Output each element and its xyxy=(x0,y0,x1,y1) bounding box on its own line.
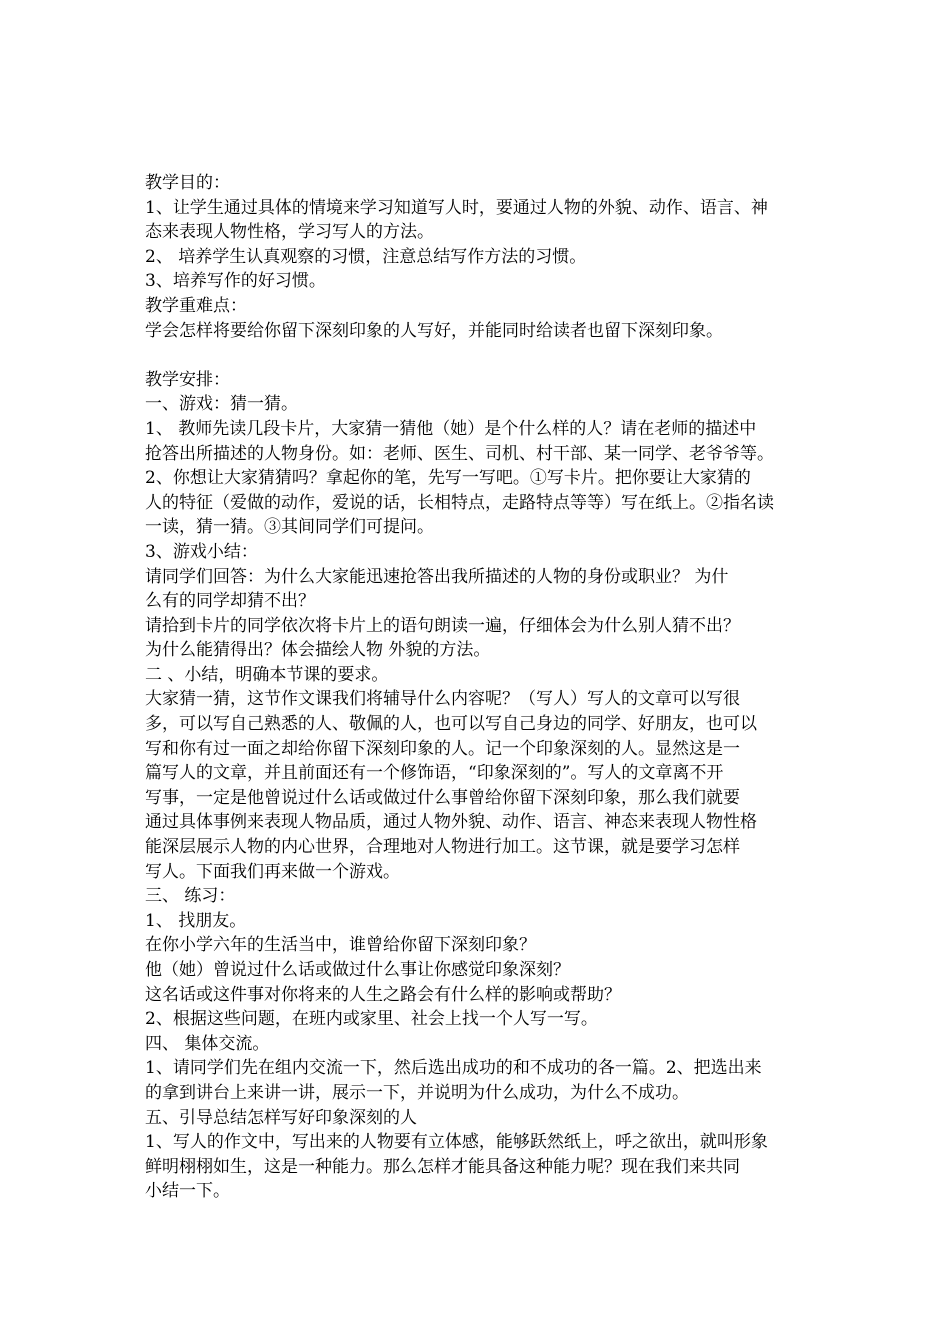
text-line: 小结一下。 xyxy=(145,1181,230,1202)
text-line: 2、根据这些问题，在班内或家里、社会上找一个人写一写。 xyxy=(145,1009,598,1030)
section-heading-2: 二 、小结，明确本节课的要求。 xyxy=(145,664,389,685)
heading-teaching-goals: 教学目的： xyxy=(145,173,230,193)
text-line: 一读，猜一猜。③其间同学们可提问。 xyxy=(145,517,434,538)
text-line: 人的特征（爱做的动作，爱说的话，长相特点，走路特点等等）写在纸上。②指名读 xyxy=(145,492,774,513)
text-line: 请拾到卡片的同学依次将卡片上的语句朗读一遍，仔细体会为什么别人猜不出？ xyxy=(145,615,740,636)
section-heading-4: 四、 集体交流。 xyxy=(145,1033,270,1054)
section-heading-1: 一、游戏：猜一猜。 xyxy=(145,394,298,415)
text-line: 请同学们回答：为什么大家能迅速抢答出我所描述的人物的身份或职业？ 为什 xyxy=(145,566,729,587)
text-line: 1、请同学们先在组内交流一下，然后选出成功的和不成功的各一篇。2、把选出来 xyxy=(145,1058,762,1079)
text-line: 的拿到讲台上来讲一讲，展示一下，并说明为什么成功，为什么不成功。 xyxy=(145,1082,689,1103)
text-line: 2、你想让大家猜猜吗？拿起你的笔，先写一写吧。①写卡片。把你要让大家猜的 xyxy=(145,468,751,489)
blank-line xyxy=(145,343,815,368)
section-heading-5: 五、引导总结怎样写好印象深刻的人 xyxy=(145,1107,417,1128)
document-body xyxy=(145,171,815,1204)
text-line: 写和你有过一面之却给你留下深刻印象的人。记一个印象深刻的人。显然这是一 xyxy=(145,738,740,759)
heading-teaching-plan: 教学安排： xyxy=(145,369,230,390)
text-line: 写人。下面我们再来做一个游戏。 xyxy=(145,861,400,882)
heading-key-points: 教学重难点： xyxy=(145,295,247,316)
text-line: 么有的同学却猜不出？ xyxy=(145,591,315,612)
text-line: 在你小学六年的生活当中，谁曾给你留下深刻印象？ xyxy=(145,935,536,956)
text-line: 3、培养写作的好习惯。 xyxy=(145,271,326,292)
text-line: 通过具体事例来表现人物品质，通过人物外貌、动作、语言、神态来表现人物性格 xyxy=(145,812,757,833)
text-line: 能深层展示人物的内心世界，合理地对人物进行加工。这节课，就是要学习怎样 xyxy=(145,837,740,858)
text-line: 1、写人的作文中，写出来的人物要有立体感，能够跃然纸上，呼之欲出，就叫形象 xyxy=(145,1132,768,1153)
text-line: 篇写人的文章，并且前面还有一个修饰语，“印象深刻的”。写人的文章离不开 xyxy=(145,763,724,784)
text-line: 多，可以写自己熟悉的人、敬佩的人，也可以写自己身边的同学、好朋友，也可以 xyxy=(145,714,757,735)
text-line: 鲜明栩栩如生，这是一种能力。那么怎样才能具备这种能力呢？现在我们来共同 xyxy=(145,1156,740,1177)
text-line: 1、让学生通过具体的情境来学习知道写人时，要通过人物的外貌、动作、语言、神 xyxy=(145,197,768,218)
text-line: 抢答出所描述的人物身份。如：老师、医生、司机、村干部、某一同学、老爷爷等。 xyxy=(145,443,774,464)
text-line: 为什么能猜得出？体会描绘人物 外貌的方法。 xyxy=(145,640,491,661)
text-line: 1、 教师先读几段卡片，大家猜一猜他（她）是个什么样的人？请在老师的描述中 xyxy=(145,418,757,439)
text-line: 态来表现人物性格，学习写人的方法。 xyxy=(145,222,434,243)
text-line: 大家猜一猜，这节作文课我们将辅导什么内容呢？（写人）写人的文章可以写很 xyxy=(145,689,740,710)
text-line: 1、 找朋友。 xyxy=(145,910,247,931)
text-line: 2、 培养学生认真观察的习惯，注意总结写作方法的习惯。 xyxy=(145,246,587,267)
text-line: 学会怎样将要给你留下深刻印象的人写好，并能同时给读者也留下深刻印象。 xyxy=(145,320,723,341)
text-line: 他（她）曾说过什么话或做过什么事让你感觉印象深刻？ xyxy=(145,960,570,980)
text-line: 这名话或这件事对你将来的人生之路会有什么样的影响或帮助？ xyxy=(145,984,621,1005)
section-heading-3: 三、 练习： xyxy=(145,886,236,907)
text-line: 3、游戏小结： xyxy=(145,541,258,562)
text-line: 写事，一定是他曾说过什么话或做过什么事曾给你留下深刻印象，那么我们就要 xyxy=(145,787,740,808)
